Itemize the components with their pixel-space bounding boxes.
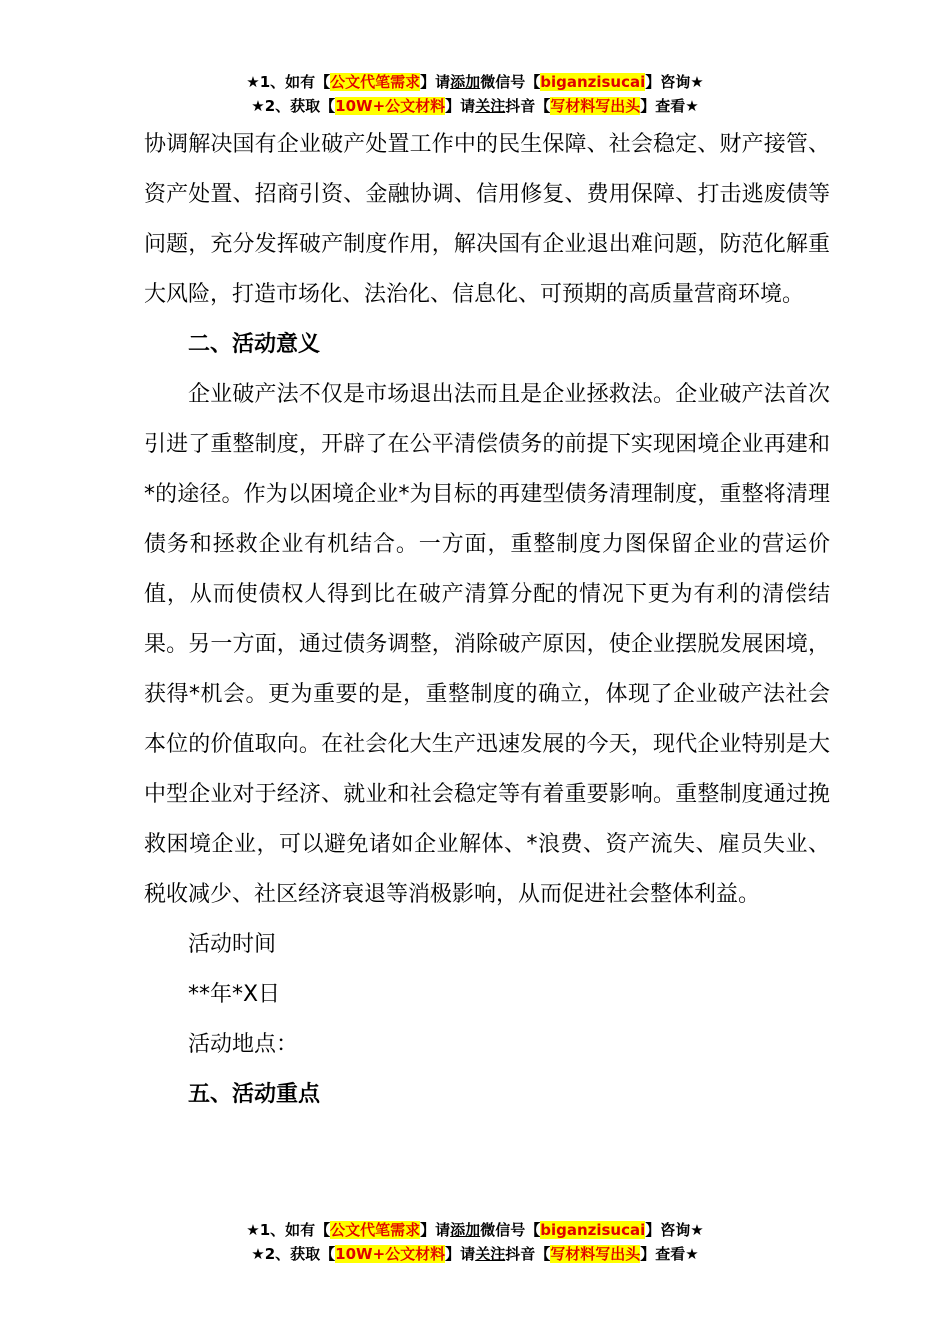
highlight-wechat-id: biganzisucai <box>540 73 646 91</box>
highlight-materials: 10W+公文材料 <box>335 1245 446 1263</box>
highlight-service: 公文代笔需求 <box>330 1221 421 1239</box>
value-activity-time: **年*X日 <box>188 982 281 1007</box>
underlined-add: 添加 <box>450 1221 481 1239</box>
highlight-douyin: 写材料写出头 <box>550 97 641 115</box>
highlight-materials: 10W+公文材料 <box>335 97 446 115</box>
banner-text: 】请 <box>420 73 451 91</box>
paragraph-goals: 协调解决国有企业破产处置工作中的民生保障、社会稳定、财产接管、资产处置、招商引资、金融协调、信用修复、费用保障、打击逃废债等问题，充分发挥破产制度作用，解决国有企业退出难问题，防范化解重大风险，打造市场化、法治化、信息化、可预期的高质量营商环境。 <box>144 132 830 307</box>
star-icon: ★ <box>690 1221 704 1239</box>
banner-text: 】请 <box>445 97 476 115</box>
document-body <box>144 120 830 1120</box>
star-icon: ★ <box>251 97 265 115</box>
bottom-banner <box>0 1218 950 1266</box>
underlined-add: 添加 <box>450 73 481 91</box>
star-icon: ★ <box>246 1221 260 1239</box>
highlight-wechat-id: biganzisucai <box>540 1221 646 1239</box>
banner-text: 】请 <box>420 1221 451 1239</box>
banner-text: 抖音【 <box>505 1245 551 1263</box>
label-activity-time: 活动时间 <box>188 932 277 957</box>
banner-text: 1、如有【 <box>259 73 331 91</box>
banner-text: 】咨询 <box>645 1221 691 1239</box>
highlight-service: 公文代笔需求 <box>330 73 421 91</box>
banner-text: 】查看 <box>640 1245 686 1263</box>
banner-line-1 <box>0 1218 950 1242</box>
banner-text: 抖音【 <box>505 97 551 115</box>
banner-text: 】查看 <box>640 97 686 115</box>
banner-text: 2、获取【 <box>264 97 336 115</box>
banner-line-1 <box>0 70 950 94</box>
star-icon: ★ <box>685 1245 699 1263</box>
star-icon: ★ <box>251 1245 265 1263</box>
banner-text: 微信号【 <box>480 1221 541 1239</box>
highlight-douyin: 写材料写出头 <box>550 1245 641 1263</box>
top-banner <box>0 70 950 118</box>
label-activity-place: 活动地点： <box>188 1032 299 1057</box>
banner-text: 1、如有【 <box>259 1221 331 1239</box>
underlined-follow: 关注 <box>475 1245 506 1263</box>
banner-line-2 <box>0 1242 950 1266</box>
paragraph-significance: 企业破产法不仅是市场退出法而且是企业拯救法。企业破产法首次引进了重整制度，开辟了在公平清偿债务的前提下实现困境企业再建和*的途径。作为以困境企业*为目标的再建型债务清理制度，重整将清理债务和拯救企业有机结合。一方面，重整制度力图保留企业的营运价值，从而使债权人得到比在破产清算分配的情况下更为有利的清偿结果。另一方面，通过债务调整，消除破产原因，使企业摆脱发展困境，获得*机会。更为重要的是，重整制度的确立，体现了企业破产法社会本位的价值取向。在社会化大生产迅速发展的今天，现代企业特别是大中型企业对于经济、就业和社会稳定等有着重要影响。重整制度通过挽救困境企业，可以避免诸如企业解体、*浪费、资产流失、雇员失业、税收减少、社区经济衰退等消极影响，从而促进社会整体利益。 <box>144 382 830 907</box>
banner-text: 】请 <box>445 1245 476 1263</box>
banner-text: 2、获取【 <box>264 1245 336 1263</box>
star-icon: ★ <box>246 73 260 91</box>
heading-focus: 五、活动重点 <box>188 1082 321 1107</box>
banner-line-2 <box>0 94 950 118</box>
banner-text: 微信号【 <box>480 73 541 91</box>
heading-significance: 二、活动意义 <box>188 332 321 357</box>
underlined-follow: 关注 <box>475 97 506 115</box>
star-icon: ★ <box>690 73 704 91</box>
banner-text: 】咨询 <box>645 73 691 91</box>
star-icon: ★ <box>685 97 699 115</box>
